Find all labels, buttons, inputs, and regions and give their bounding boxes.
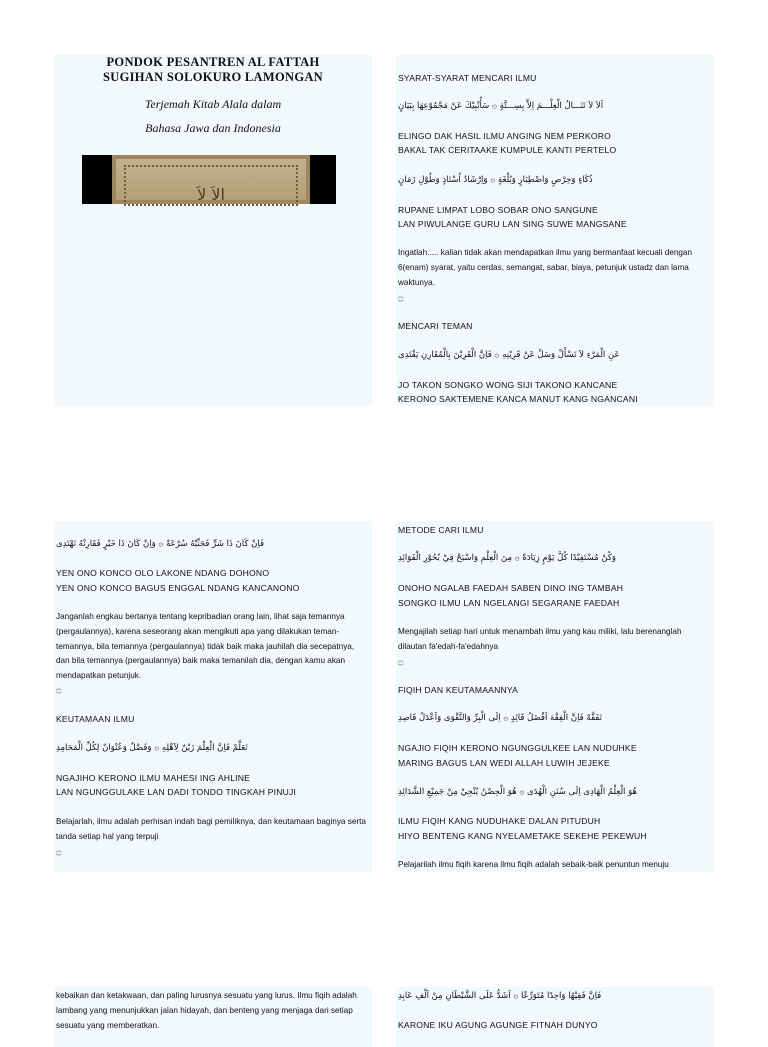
separator-mark: ۝ <box>398 293 404 303</box>
javanese-line: YEN ONO KONCO OLO LAKONE NDANG DOHONO <box>56 568 270 578</box>
document-page-6 <box>396 987 714 1047</box>
javanese-line: SONGKO ILMU LAN NGELANGI SEGARANE FAEDAH <box>398 598 620 608</box>
indonesian-paragraph: Belajarlah, ilmu adalah perhisan indah bagi pemiliknya, dan keutamaan baginya serta tanda setiap hal yang terpuji <box>56 817 366 841</box>
document-page-4 <box>396 521 714 872</box>
cover-calligraphy: الاَ لاَ <box>197 185 225 204</box>
javanese-line: LAN NGUNGGULAKE LAN DADI TONDO TINGKAH PINUJI <box>56 787 297 797</box>
title-line-1: PONDOK PESANTREN AL FATTAH <box>106 55 320 69</box>
javanese-line: MARING BAGUS LAN WEDI ALLAH LUWIH JEJEKE <box>398 758 610 768</box>
title-line-2: SUGIHAN SOLOKURO LAMONGAN <box>102 70 324 84</box>
arabic-verse: هُوَ الْعِلْمُ الْهَادِى اِلَى سُنَنِ الْهُدَى ۞ هُوَ الْحِصْنُ يُنْجِيْ مِنْ جَمِيْعِ الشَّدَائِدِ <box>398 787 637 797</box>
arabic-verse: فَاِنَّ فَقِيْهًا وَاحِدًا مُتَوَرِّعًا ۞ اَشَدُّ عَلَى الشَّيْطَانِ مِنْ اَلْفِ عَابِدِ <box>398 991 602 1001</box>
javanese-line: JO TAKON SONGKO WONG SIJI TAKONO KANCANE <box>398 380 618 390</box>
section-heading: SYARAT-SYARAT MENCARI ILMU <box>398 73 537 83</box>
javanese-line: YEN ONO KONCO BAGUS ENGGAL NDANG KANCANONO <box>56 583 300 593</box>
indonesian-paragraph: Janganlah engkau bertanya tentang kepribadian orang lain, lihat saja temannya (pergaulannya), karena seseorang akan mengikuti apa yang dilakukan teman-temannya, bila temannya (pergaulannya) tidak baik maka jauhilah dia secepatnya, dan bila temannya (pergaulannya) baik maka temanilah dia, dengan kamu akan mendapatkan petunjuk. <box>56 612 355 681</box>
javanese-line: LAN PIWULANGE GURU LAN SING SUWE MANGSANE <box>398 219 627 229</box>
section-heading: FIQIH DAN KEUTAMAANNYA <box>398 685 519 695</box>
section-heading: KEUTAMAAN ILMU <box>56 714 135 724</box>
separator-mark: ۝ <box>398 657 404 667</box>
indonesian-paragraph: Pelajarilah ilmu fiqih karena ilmu fiqih adalah sebaik-baik penuntun menuju <box>398 860 669 869</box>
javanese-line: HIYO BENTENG KANG NYELAMETAKE SEKEHE PEKEWUH <box>398 831 647 841</box>
javanese-line: KERONO SAKTEMENE KANCA MANUT KANG NGANCANI <box>398 394 638 404</box>
indonesian-paragraph: kebaikan dan ketakwaan, dan paling lurusnya sesuatu yang lurus. Ilmu fiqih adalah lambang yang menunjukkan jalan hidayah, dan benteng yang menjaga dari setiap sesuatu yang memberatkan. <box>56 991 357 1030</box>
javanese-line: ELINGO DAK HASIL ILMU ANGING NEM PERKORO <box>398 131 612 141</box>
document-page-3 <box>54 521 372 872</box>
arabic-verse: تَفَقَّهْ فَاِنَّ الْفِقْهَ اَفْضَلُ قَائِدٍ ۞ اِلَى الْبِرِّ وَالتَّقْوَى وَاَعْدَلُ قَاصِدِ <box>398 713 602 723</box>
arabic-verse: عَنِ الْمَرْءِ لاَ تَسْأَلْ وَسَلْ عَنْ قَرِيْنِهِ ۞ فَاِنَّ الْقَرِيْنَ بِالْمُقَارِنِ يَقْتَدِى <box>398 350 620 360</box>
javanese-line: NGAJIO FIQIH KERONO NGUNGGULKEE LAN NUDUHKE <box>398 743 637 753</box>
cover-title-block <box>54 55 372 139</box>
document-page-5 <box>54 987 372 1047</box>
arabic-verse: تَعَلَّمْ فَاِنَّ الْعِلْمَ زَيْنٌ لِاَهْلِهِ ۞ وَفَضْلٌ وَعُنْوَانٌ لِكُلِّ الْمَحَامِدِ <box>56 743 248 753</box>
javanese-line: RUPANE LIMPAT LOBO SOBAR ONO SANGUNE <box>398 205 598 215</box>
document-page-1 <box>54 55 372 406</box>
document-page-2 <box>396 55 714 406</box>
book-cover-image <box>82 155 336 204</box>
javanese-line: KARONE IKU AGUNG AGUNGE FITNAH DUNYO <box>398 1020 598 1030</box>
arabic-verse: اَلاَ لاَ تَنَـــالُ الْعِلْـــمَ اِلاَّ بِسِـــتَّةٍ ۞ سَأُنْبِيْكَ عَنْ مَجْمُوْعِهَا بِبَيَانٍ <box>398 101 604 111</box>
subtitle-line-1: Terjemah Kitab Alala dalam <box>144 97 282 111</box>
javanese-line: ILMU FIQIH KANG NUDUHAKE DALAN PITUDUH <box>398 816 601 826</box>
javanese-line: BAKAL TAK CERITAAKE KUMPULE KANTI PERTELO <box>398 145 617 155</box>
subtitle-line-2: Bahasa Jawa dan Indonesia <box>145 121 281 135</box>
separator-mark: ۝ <box>56 685 62 695</box>
arabic-verse: وَكُنْ مُسْتَفِيْدًا كُلَّ يَوْمٍ زِيَادَةً ۞ مِنَ الْعِلْمِ وَاسْبَحْ فِيْ بُحُوْرِ الْفَوَائِدِ <box>398 553 617 563</box>
section-heading: MENCARI TEMAN <box>398 321 473 331</box>
javanese-line: ONOHO NGALAB FAEDAH SABEN DINO ING TAMBAH <box>398 583 624 593</box>
indonesian-paragraph: Ingatlah..... kalian tidak akan mendapatkan ilmu yang bermanfaat kecuali dengan 6(enam) syarat, yaitu cerdas, semangat, sabar, biaya, petunjuk ustadz dan lama waktunya. <box>398 248 693 287</box>
section-heading: METODE CARI ILMU <box>398 525 484 535</box>
indonesian-paragraph: Mengajilah setiap hari untuk menambah ilmu yang kau miliki, lalu berenanglah dilautan fa'edah-fa'edahnya <box>398 627 682 651</box>
arabic-verse: فَاِنْ كَانَ ذَا شَرٍّ فَجَنِّبْهُ سُرْعَةً ۞ وَاِنْ كَانَ ذَا خَيْرٍ فَقَارِنْهُ تَهْتَدِى <box>56 539 265 549</box>
separator-mark: ۝ <box>56 847 62 857</box>
book-cover-art <box>112 155 310 204</box>
javanese-line: NGAJIHO KERONO ILMU MAHESI ING AHLINE <box>56 773 251 783</box>
arabic-verse: ذُكَاءٍ وَحِرْصٍ وَاصْطِبَارٍ وَبُلْغَةٍ ۞ وَاِرْشَادُ اُسْتَاذٍ وَطُوْلِ زَمَانٍ <box>398 175 593 185</box>
